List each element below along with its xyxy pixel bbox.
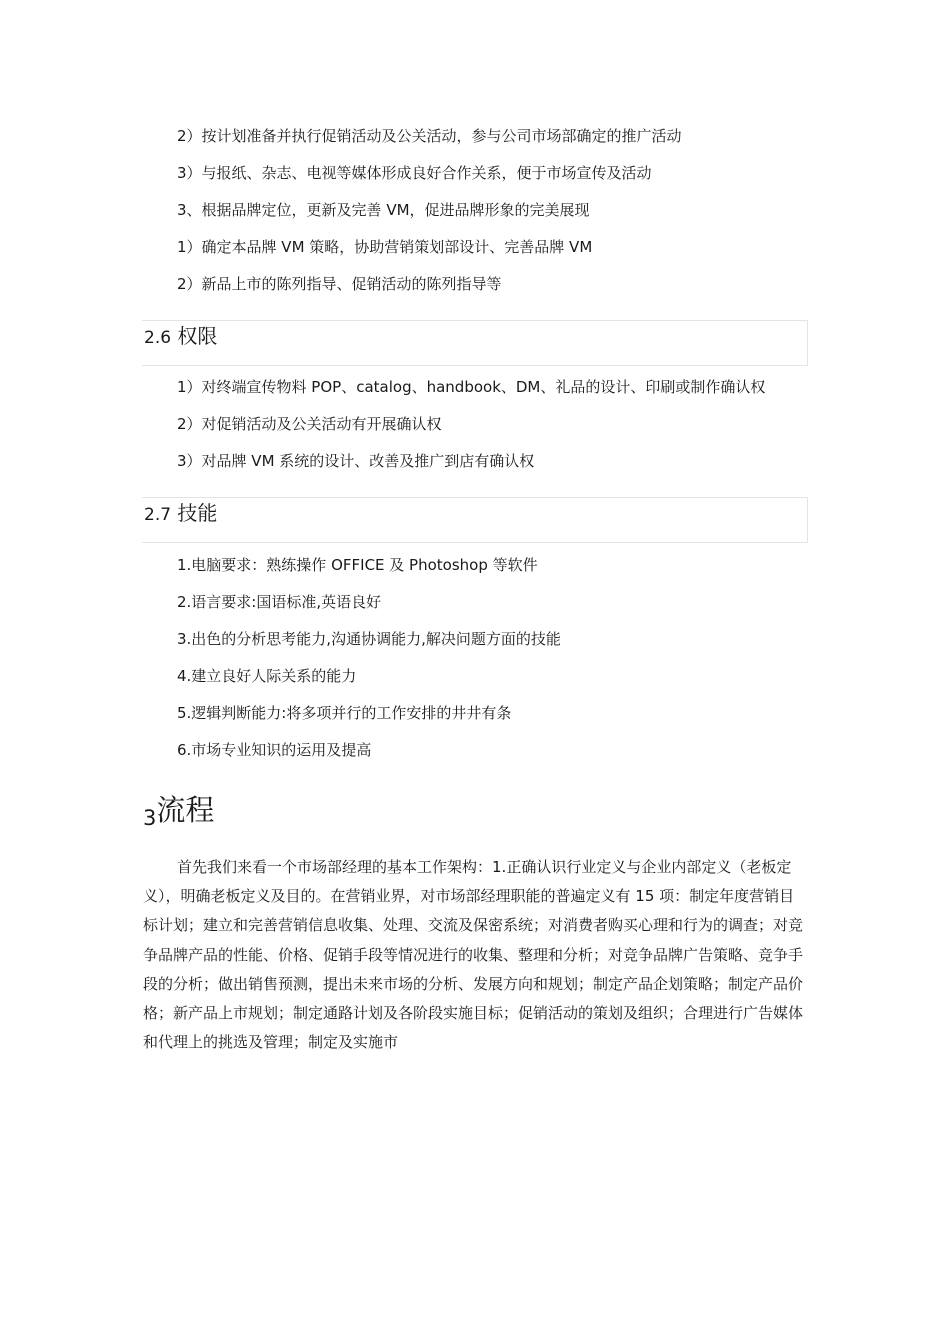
section-title: 技能 <box>177 501 218 525</box>
list-item: 4.建立良好人际关系的能力 <box>177 667 357 685</box>
list-item: 2）新品上市的陈列指导、促销活动的陈列指导等 <box>177 275 502 293</box>
list-item: 3、根据品牌定位，更新及完善 VM，促进品牌形象的完美展现 <box>177 201 590 219</box>
section-heading-2-7 <box>142 497 808 543</box>
list-item: 5.逻辑判断能力:将多项并行的工作安排的井井有条 <box>177 704 512 722</box>
section-heading-text <box>144 500 217 528</box>
body-paragraph <box>143 853 808 1057</box>
list-item: 3）对品牌 VM 系统的设计、改善及推广到店有确认权 <box>177 452 535 470</box>
list-item: 2）按计划准备并执行促销活动及公关活动，参与公司市场部确定的推广活动 <box>177 127 682 145</box>
list-item: 6.市场专业知识的运用及提高 <box>177 741 372 759</box>
section-number: 3 <box>143 806 157 830</box>
section-number: 2.6 <box>144 328 172 348</box>
section-heading-3 <box>143 792 214 836</box>
list-item: 1.电脑要求：熟练操作 OFFICE 及 Photoshop 等软件 <box>177 556 538 574</box>
section-number: 2.7 <box>144 505 172 525</box>
list-item: 2.语言要求:国语标准,英语良好 <box>177 593 382 611</box>
section-heading-2-6 <box>142 320 808 366</box>
list-item: 1）确定本品牌 VM 策略，协助营销策划部设计、完善品牌 VM <box>177 238 593 256</box>
list-item: 1）对终端宣传物料 POP、catalog、handbook、DM、礼品的设计、印刷或制作确认权 <box>177 378 766 396</box>
section-title: 权限 <box>177 324 218 348</box>
section-title: 流程 <box>156 793 215 827</box>
paragraph-text: 首先我们来看一个市场部经理的基本工作架构：1.正确认识行业定义与企业内部定义（老板定义），明确老板定义及目的。在营销业界，对市场部经理职能的普遍定义有 15 项：制定年度营销目标计划；建立和完善营销信息收集、处理、交流及保密系统；对消费者购买心理和行为的调查；对竞争品牌产品的性能、价格、促销手段等情况进行的收集、整理和分析；对竞争品牌广告策略、竞争手段的分析；做出销售预测，提出未来市场的分析、发展方向和规划；制定产品企划策略；制定产品价格；新产品上市规划；制定通路计划及各阶段实施目标；促销活动的策划及组织；合理进行广告媒体和代理上的挑选及管理；制定及实施市 <box>143 858 804 1052</box>
section-heading-text <box>144 323 217 351</box>
list-item: 3）与报纸、杂志、电视等媒体形成良好合作关系，便于市场宣传及活动 <box>177 164 652 182</box>
list-item: 3.出色的分析思考能力,沟通协调能力,解决问题方面的技能 <box>177 630 561 648</box>
list-item: 2）对促销活动及公关活动有开展确认权 <box>177 415 442 433</box>
